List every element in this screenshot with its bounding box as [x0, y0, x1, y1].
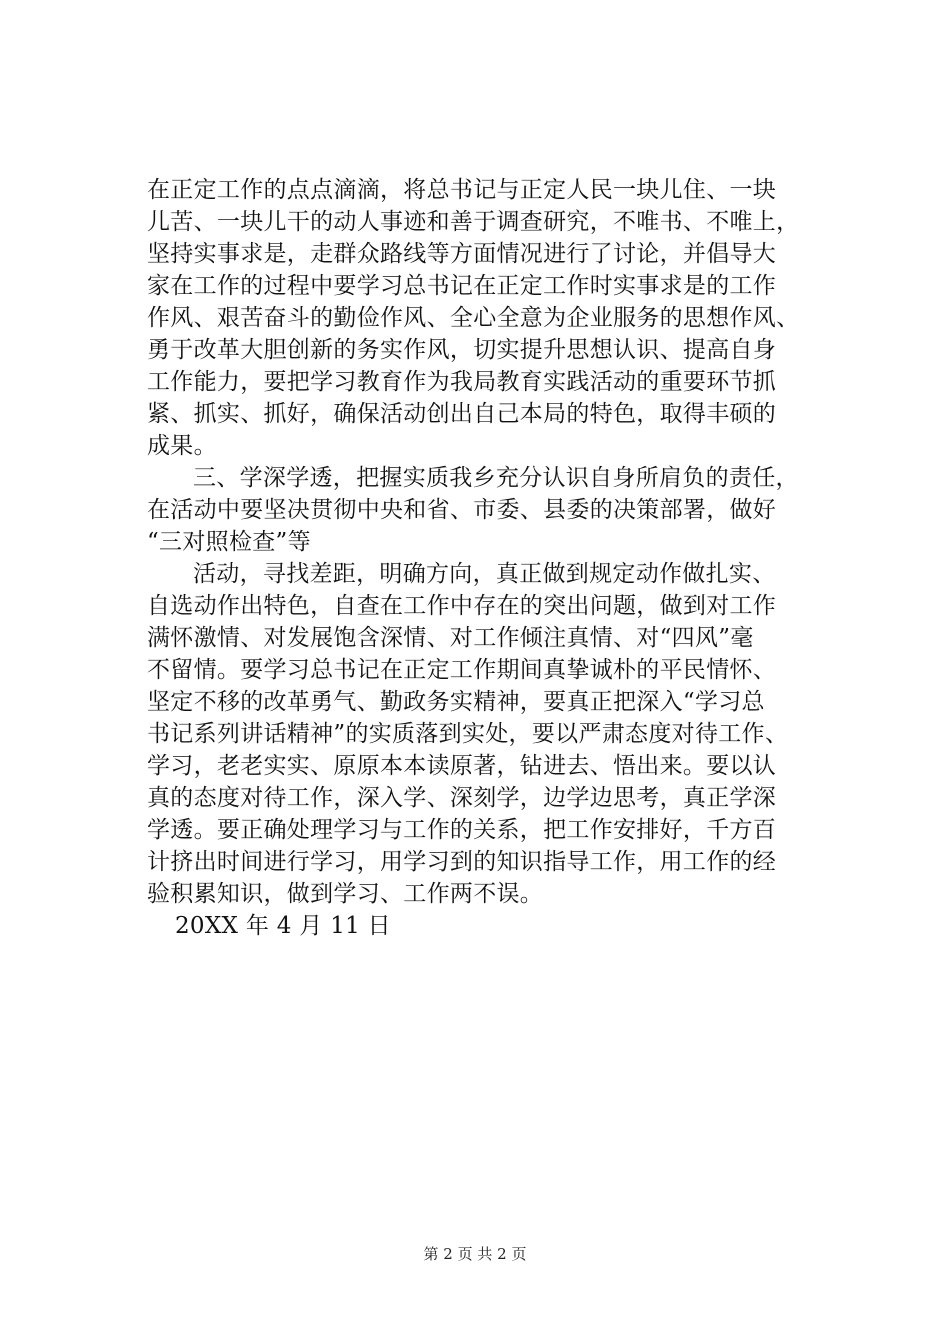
- text-line: 学习，老老实实、原原本本读原著，钻进去、悟出来。要以认: [147, 753, 777, 779]
- text-line: 在正定工作的点点滴滴，将总书记与正定人民一块儿住、一块: [147, 177, 777, 203]
- text-line: 真的态度对待工作，深入学、深刻学，边学边思考，真正学深: [147, 785, 777, 811]
- text-line: 勇于改革大胆创新的务实作风，切实提升思想认识、提高自身: [147, 337, 777, 363]
- text-line: 学透。要正确处理学习与工作的关系，把工作安排好，千方百: [147, 817, 777, 843]
- text-line: 紧、抓实、抓好，确保活动创出自己本局的特色，取得丰硕的: [147, 401, 777, 427]
- text-line: 在活动中要坚决贯彻中央和省、市委、县委的决策部署，做好: [147, 497, 777, 523]
- text-line: 坚定不移的改革勇气、勤政务实精神，要真正把深入“学习总: [147, 689, 765, 715]
- text-line: 验积累知识，做到学习、工作两不误。: [147, 881, 544, 907]
- text-line: 家在工作的过程中要学习总书记在正定工作时实事求是的工作: [147, 273, 777, 299]
- text-line: 成果。: [147, 433, 217, 459]
- text-line: 书记系列讲话精神”的实质落到实处，要以严肃态度对待工作、: [147, 721, 789, 747]
- document-body: [147, 174, 867, 942]
- section-heading-line: 三、学深学透，把握实质我乡充分认识自身所肩负的责任，: [193, 465, 799, 491]
- text-line: 工作能力，要把学习教育作为我局教育实践活动的重要环节抓: [147, 369, 777, 395]
- page-number-footer: 第 2 页 共 2 页: [423, 1245, 527, 1263]
- text-line: “三对照检查”等: [147, 529, 311, 555]
- paragraph-start-line: 活动，寻找差距，明确方向，真正做到规定动作做扎实、: [193, 561, 776, 587]
- text-line: 自选动作出特色，自查在工作中存在的突出问题，做到对工作: [147, 593, 777, 619]
- text-line: 儿苦、一块儿干的动人事迹和善于调查研究，不唯书、不唯上，: [147, 209, 800, 235]
- text-line: 计挤出时间进行学习，用学习到的知识指导工作，用工作的经: [147, 849, 777, 875]
- text-line: 坚持实事求是，走群众路线等方面情况进行了讨论，并倡导大: [147, 241, 777, 267]
- document-date: 20XX 年 4 月 11 日: [175, 913, 391, 939]
- text-line: 不留情。要学习总书记在正定工作期间真挚诚朴的平民情怀、: [147, 657, 777, 683]
- text-line: 作风、艰苦奋斗的勤俭作风、全心全意为企业服务的思想作风、: [147, 305, 800, 331]
- text-line: 满怀激情、对发展饱含深情、对工作倾注真情、对“四风”毫: [147, 625, 754, 651]
